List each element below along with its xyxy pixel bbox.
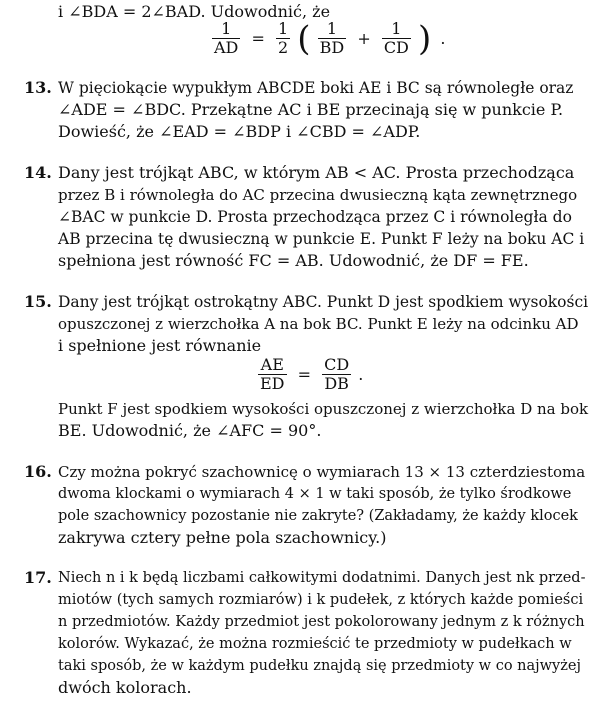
right-paren: ) xyxy=(417,18,432,59)
text-line: BE. Udowodnić, że ∠AFC = 90°. xyxy=(58,421,322,440)
text-line: Dowieść, że ∠EAD = ∠BDP i ∠CBD = ∠ADP. xyxy=(58,122,421,141)
equals-sign: = xyxy=(251,29,265,48)
text-line: przez B i równoległa do AC przecina dwusieczną kąta zewnętrznego xyxy=(58,186,578,204)
text-line: dwoma klockami o wymiarach 4 × 1 w taki sposób, że tylko środkowe xyxy=(58,486,572,502)
fraction xyxy=(276,20,290,57)
fraction xyxy=(212,20,240,57)
text-line: ∠BAC w punkcie D. Prosta przechodząca przez C i równoległa do xyxy=(58,208,572,226)
text-line: ∠ADE = ∠BDC. Przekątne AC i BE przecinają się w punkcie P. xyxy=(58,100,564,119)
text-line: Punkt F jest spodkiem wysokości opuszczonej z wierzchołka D na bok xyxy=(58,400,589,418)
text-line: AB przecina tę dwusieczną w punkcie E. Punkt F leży na boku AC i xyxy=(58,230,585,248)
text-line: Dany jest trójkąt ABC, w którym AB < AC. Prosta przechodząca xyxy=(58,163,575,182)
denominator: AD xyxy=(214,38,239,57)
text-line: n przedmiotów. Każdy przedmiot jest pokolorowany jednym z k różnych xyxy=(58,614,585,630)
numerator: AE xyxy=(258,356,287,375)
text-line: Dany jest trójkąt ostrokątny ABC. Punkt D jest spodkiem wysokości xyxy=(58,293,589,311)
text-line: W pięciokącie wypukłym ABCDE boki AE i BC są równoległe oraz xyxy=(58,79,574,97)
text-line: taki sposób, że w każdym pudełku znajdą się przedmioty w co najwyżej xyxy=(58,658,581,674)
denominator: 2 xyxy=(277,38,289,57)
problem-number: 15. xyxy=(24,292,52,311)
numerator: 1 xyxy=(382,20,411,39)
problem-number: 13. xyxy=(24,78,52,97)
text-line: miotów (tych samych rozmiarów) i k pudełek, z których każde pomieści xyxy=(58,592,584,608)
equals-sign: = xyxy=(297,365,312,384)
fraction xyxy=(258,356,287,393)
problem-number: 16. xyxy=(24,462,52,481)
problem-number: 14. xyxy=(24,163,52,182)
denominator: BD xyxy=(319,38,345,57)
text-line: opuszczonej z wierzchołka A na bok BC. Punkt E leży na odcinku AD xyxy=(58,315,579,333)
text-line: Niech n i k będą liczbami całkowitymi dodatnimi. Danych jest nk przed- xyxy=(58,570,586,586)
plus-sign: + xyxy=(357,29,371,48)
numerator: 1 xyxy=(277,19,289,38)
text-line: pole szachownicy pozostanie nie zakryte? (Zakładamy, że każdy klocek xyxy=(58,508,578,524)
fraction xyxy=(318,20,347,57)
period: . xyxy=(440,29,446,48)
denominator: ED xyxy=(260,374,285,393)
numerator: CD xyxy=(324,355,350,374)
period: . xyxy=(358,365,364,384)
left-paren: ( xyxy=(297,18,311,59)
formula-top xyxy=(210,20,449,57)
text-line: i ∠BDA = 2∠BAD. Udowodnić, że xyxy=(58,2,331,21)
text-line: spełniona jest równość FC = AB. Udowodnić, że DF = FE. xyxy=(58,251,529,270)
text-line: kolorów. Wykazać, że można rozmieścić te przedmioty w pudełkach w xyxy=(58,636,572,652)
problem-number: 17. xyxy=(24,568,52,587)
numerator: 1 xyxy=(318,20,347,39)
text-line: zakrywa cztery pełne pola szachownicy.) xyxy=(58,528,387,547)
denominator: DB xyxy=(324,374,349,393)
formula-ratio xyxy=(256,356,363,393)
fraction xyxy=(322,356,351,393)
denominator: CD xyxy=(383,38,409,57)
numerator: 1 xyxy=(212,20,240,39)
text-line: dwóch kolorach. xyxy=(58,678,192,697)
text-line: Czy można pokryć szachownicę o wymiarach 13 × 13 czterdziestoma xyxy=(58,463,586,481)
fraction xyxy=(382,20,411,57)
text-line: i spełnione jest równanie xyxy=(58,336,262,355)
